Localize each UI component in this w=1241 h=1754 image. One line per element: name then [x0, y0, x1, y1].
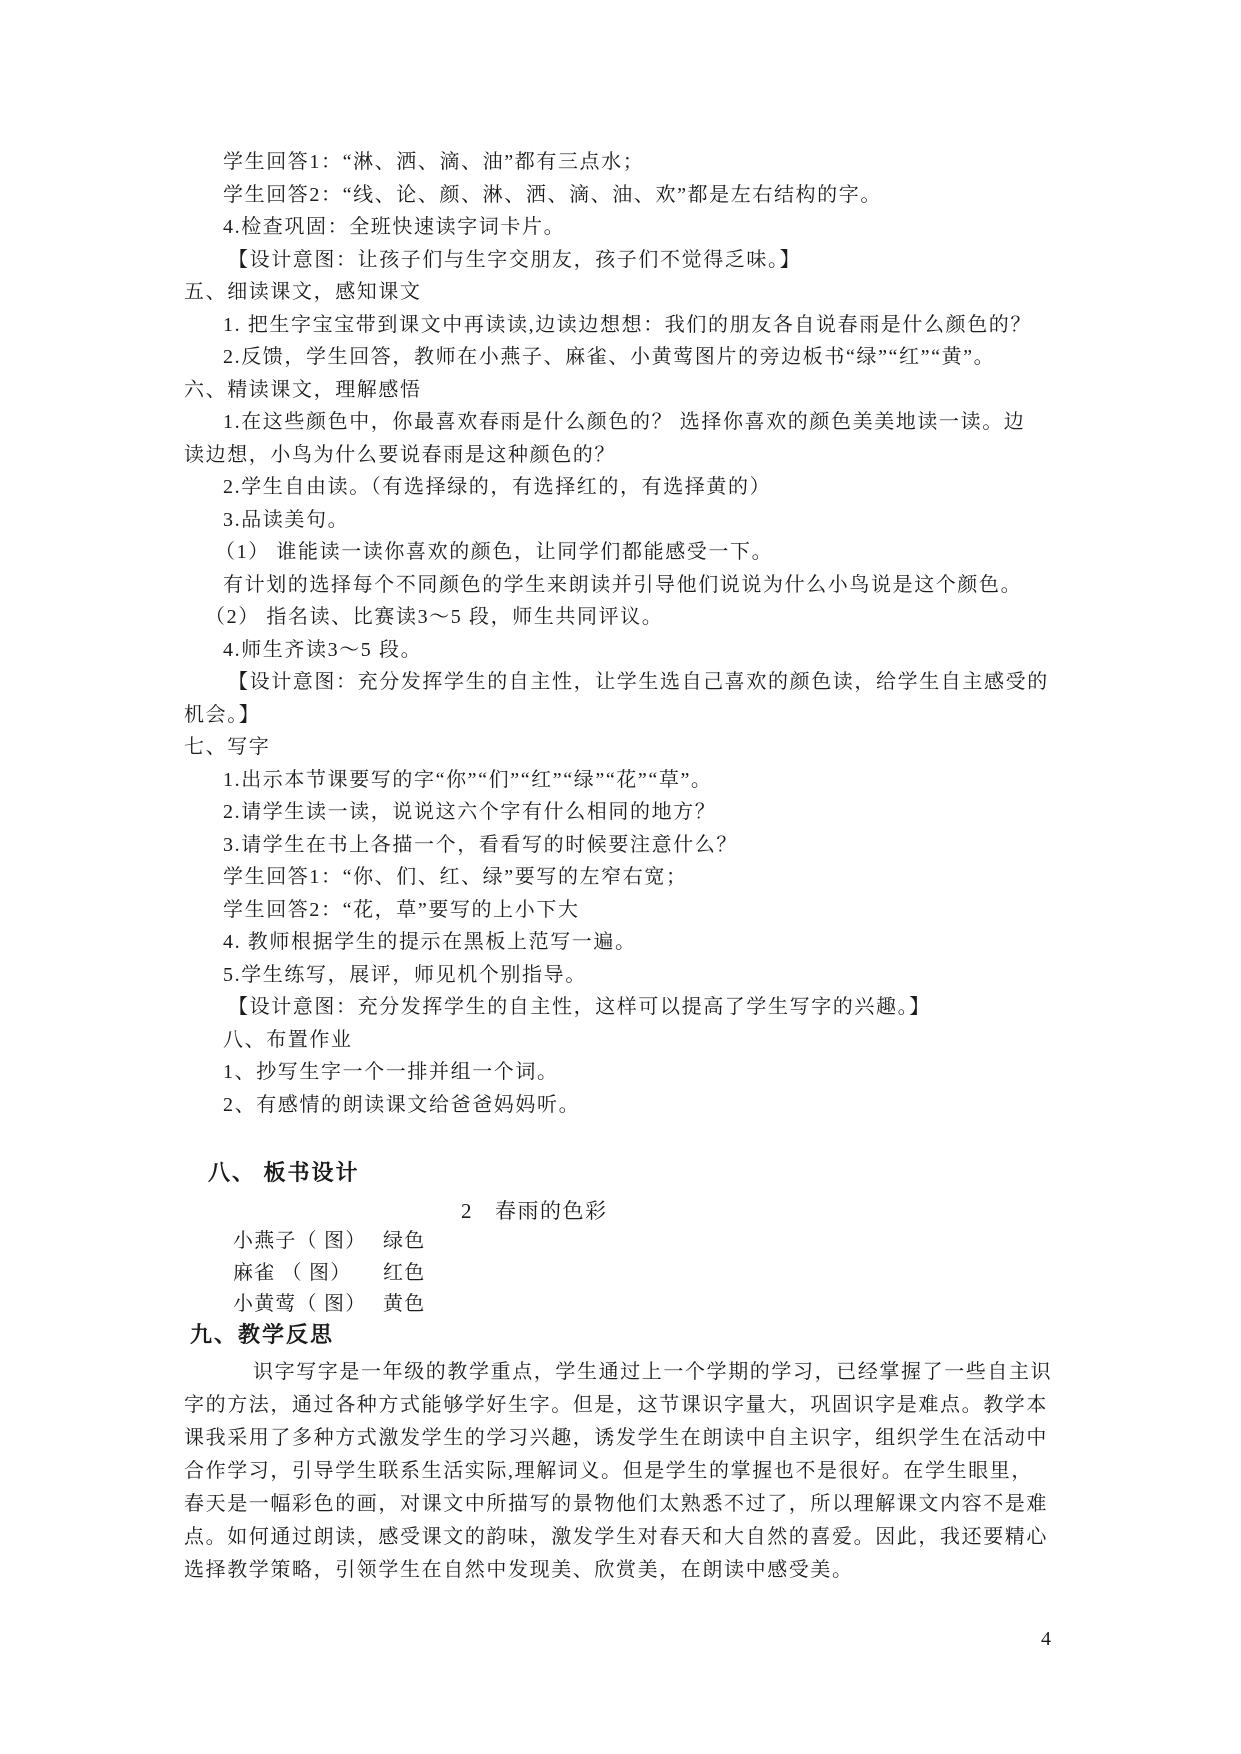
board-row-color: 黄色 — [383, 1293, 426, 1315]
reflection-line: 合作学习，引导学生联系生活实际,理解词义。但是学生的掌握也不是很好。在学生眼里， — [184, 1460, 1033, 1482]
reflection-line: 选择教学策略，引领学生在自然中发现美、欣赏美，在朗读中感受美。 — [184, 1559, 854, 1581]
reflection-line: 识字写字是一年级的教学重点，学生通过上一个学期的学习，已经掌握了一些自主识 — [253, 1361, 1053, 1383]
body-line: 1.在这些颜色中，你最喜欢春雨是什么颜色的？ 选择你喜欢的颜色美美地读一读。边 — [223, 411, 1026, 433]
body-line: 1、抄写生字一个一排并组一个词。 — [223, 1061, 559, 1083]
reflection-heading: 九、教学反思 — [190, 1322, 335, 1347]
body-line: （2） 指名读、比赛读3～5 段，师生共同评议。 — [205, 606, 664, 628]
body-line: 4. 教师根据学生的提示在黑板上范写一遍。 — [223, 931, 637, 953]
reflection-line: 春天是一幅彩色的画，对课文中所描写的景物他们太熟悉不过了，所以理解课文内容不是难 — [184, 1493, 1048, 1515]
design-intent-line: 【设计意图：充分发挥学生的自主性，让学生选自己喜欢的颜色读，给学生自主感受的 — [228, 671, 1049, 693]
body-line: 2.请学生读一读，说说这六个字有什么相同的地方？ — [223, 801, 717, 823]
board-row — [233, 1258, 425, 1290]
body-line: 2.学生自由读。（有选择绿的，有选择红的，有选择黄的） — [223, 476, 772, 498]
body-line: 3.请学生在书上各描一个，看看写的时候要注意什么？ — [223, 833, 738, 856]
body-line: 有计划的选择每个不同颜色的学生来朗读并引导他们说说为什么小鸟说是这个颜色。 — [223, 573, 1023, 596]
body-line: 1. 把生字宝宝带到课文中再读读,边读边想想：我们的朋友各自说春雨是什么颜色的？ — [223, 313, 1032, 336]
body-line: 4.检查巩固：全班快速读字词卡片。 — [223, 216, 566, 238]
reflection-line: 课我采用了多种方式激发学生的学习兴趣，诱发学生在朗读中自主识字，组织学生在活动中 — [184, 1427, 1048, 1449]
body-line: 学生回答2：“线、论、颜、淋、洒、滴、油、欢”都是左右结构的字。 — [223, 183, 882, 206]
lesson-number: 2 — [461, 1199, 473, 1223]
board-lesson-title — [461, 1196, 608, 1226]
body-line: 学生回答2：“花，草”要写的上小下大 — [223, 898, 580, 921]
board-row-label: 小黄莺（ 图） — [233, 1293, 367, 1315]
board-row-label: 麻雀 （ 图） — [233, 1261, 352, 1284]
board-design-heading: 八、 板书设计 — [208, 1160, 360, 1185]
reflection-paragraph — [184, 1356, 1074, 1587]
body-line: 3.品读美句。 — [223, 508, 350, 531]
body-line: 读边想，小鸟为什么要说春雨是这种颜色的？ — [184, 443, 616, 466]
design-intent-line: 机会。】 — [184, 703, 261, 726]
body-line: 学生回答1：“淋、洒、滴、油”都有三点水； — [223, 151, 645, 173]
section-heading-line: 五、细读课文，感知课文 — [184, 281, 422, 303]
board-row — [233, 1289, 425, 1321]
reflection-line: 字的方法，通过各种方式能够学好生字。但是，这节课识字量大，巩固识字是难点。教学本 — [184, 1394, 1048, 1416]
section-heading-line: 八、布置作业 — [223, 1028, 353, 1051]
design-intent-line: 【设计意图：让孩子们与生字交朋友，孩子们不觉得乏味。】 — [228, 248, 802, 271]
board-design-rows — [233, 1226, 425, 1321]
board-row-color: 绿色 — [383, 1230, 426, 1252]
body-line: 学生回答1：“你、们、红、绿”要写的左窄右宽； — [223, 866, 688, 888]
body-line: 4.师生齐读3～5 段。 — [223, 638, 423, 661]
section-heading-line: 六、精读课文，理解感悟 — [184, 378, 422, 401]
board-row — [233, 1226, 425, 1258]
body-line: 5.学生练写，展评，师见机个别指导。 — [223, 963, 587, 986]
board-row-label: 小燕子（ 图） — [233, 1230, 367, 1252]
board-row-color: 红色 — [383, 1261, 426, 1284]
lesson-plan-body — [184, 146, 1064, 1121]
body-line: 2.反馈，学生回答，教师在小燕子、麻雀、小黄莺图片的旁边板书“绿”“红”“黄”。 — [223, 346, 996, 368]
lesson-title-text: 春雨的色彩 — [495, 1199, 608, 1223]
reflection-line: 点。如何通过朗读，感受课文的韵味，激发学生对春天和大自然的喜爱。因此，我还要精心 — [184, 1526, 1048, 1548]
body-line: （1） 谁能读一读你喜欢的颜色，让同学们都能感受一下。 — [215, 541, 774, 563]
design-intent-line: 【设计意图：充分发挥学生的自主性，这样可以提高了学生写字的兴趣。】 — [228, 996, 931, 1018]
section-heading-line: 七、写字 — [184, 736, 271, 758]
body-line: 2、有感情的朗读课文给爸爸妈妈听。 — [223, 1093, 581, 1116]
body-line: 1.出示本节课要写的字“你”“们”“红”“绿”“花”“草”。 — [223, 768, 713, 791]
page-number: 4 — [1041, 1628, 1051, 1650]
